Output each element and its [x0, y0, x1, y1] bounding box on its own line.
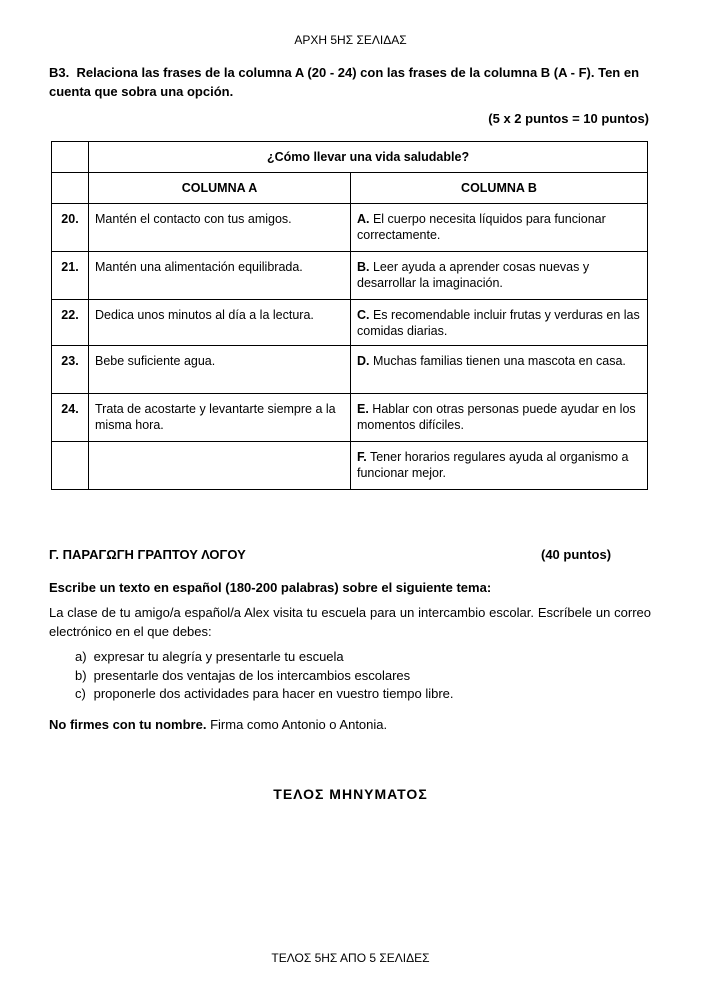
option-letter: F. [357, 450, 367, 464]
page-footer: ΤΕΛΟΣ 5ΗΣ ΑΠΟ 5 ΣΕΛΙΔΕΣ [271, 951, 430, 965]
row-number [52, 442, 89, 490]
row-number: 24. [52, 394, 89, 442]
matching-table [51, 141, 648, 490]
option-letter: c) [75, 686, 86, 701]
table-row [52, 204, 648, 252]
row-number: 21. [52, 252, 89, 300]
col-b-header: COLUMNA B [351, 173, 648, 204]
option-text: El cuerpo necesita líquidos para funcionar correctamente. [357, 212, 606, 242]
table-title-row [52, 142, 648, 173]
option-letter: B. [357, 260, 370, 274]
b3-label: B3. [49, 65, 70, 80]
option-letter: D. [357, 354, 370, 368]
b3-instruction-text: Relaciona las frases de la columna A (20 - 24) con las frases de la columna B (A - F). Ten en cuenta que sobra una opción. [49, 65, 640, 99]
col-a-cell: Mantén el contacto con tus amigos. [89, 204, 351, 252]
col-b-cell [351, 300, 648, 346]
option-text: Muchas familias tienen una mascota en casa. [369, 354, 626, 368]
option-text: Leer ayuda a aprender cosas nuevas y desarrollar la imaginación. [357, 260, 590, 290]
list-item [75, 648, 454, 667]
b3-instruction [49, 63, 651, 101]
col-b-cell [351, 346, 648, 394]
list-item [75, 667, 454, 686]
col-b-cell [351, 394, 648, 442]
writing-intro: La clase de tu amigo/a español/a Alex visita tu escuela para un intercambio escolar. Escríbele un correo electrónico en el que debes: [49, 605, 651, 639]
writing-options [75, 648, 454, 704]
writing-task: Escribe un texto en español (180-200 palabras) sobre el siguiente tema: [49, 580, 492, 595]
option-letter: a) [75, 649, 87, 664]
b3-points: (5 x 2 puntos = 10 puntos) [488, 111, 649, 126]
gamma-points: (40 puntos) [541, 547, 612, 562]
signature-text: Firma como Antonio o Antonia. [206, 717, 388, 732]
col-a-cell: Bebe suficiente agua. [89, 346, 351, 394]
col-a-header: COLUMNA A [89, 173, 351, 204]
option-text: expresar tu alegría y presentarle tu escuela [93, 649, 344, 664]
table-row [52, 252, 648, 300]
option-letter: A. [357, 212, 370, 226]
col-b-cell [351, 252, 648, 300]
col-a-cell: Mantén una alimentación equilibrada. [89, 252, 351, 300]
signature-instruction [49, 717, 387, 732]
table-row [52, 300, 648, 346]
row-number: 23. [52, 346, 89, 394]
table-row [52, 442, 648, 490]
table-header-row [52, 173, 648, 204]
option-letter: C. [357, 308, 370, 322]
list-item [75, 685, 454, 704]
option-text: Hablar con otras personas puede ayudar en los momentos difíciles. [357, 402, 636, 432]
page-header: ΑΡΧΗ 5ΗΣ ΣΕΛΙΔΑΣ [294, 33, 407, 47]
col-b-cell [351, 204, 648, 252]
row-number: 22. [52, 300, 89, 346]
gamma-section-title: Γ. ΠΑΡΑΓΩΓΗ ΓΡΑΠΤΟΥ ΛΟΓΟΥ [49, 547, 246, 562]
table-title: ¿Cómo llevar una vida saludable? [89, 142, 648, 173]
signature-bold: No firmes con tu nombre. [49, 717, 207, 732]
option-letter: b) [75, 667, 87, 683]
table-row [52, 346, 648, 394]
option-text: Tener horarios regulares ayuda al organismo a funcionar mejor. [357, 450, 629, 480]
col-a-cell: Trata de acostarte y levantarte siempre a la misma hora. [89, 394, 351, 442]
option-text: Es recomendable incluir frutas y verduras en las comidas diarias. [357, 308, 640, 338]
empty-cell [52, 142, 89, 173]
col-a-cell [89, 442, 351, 490]
end-of-message: ΤΕΛΟΣ ΜΗΝΥΜΑΤΟΣ [273, 786, 428, 802]
empty-cell [52, 173, 89, 204]
col-b-cell [351, 442, 648, 490]
table-row [52, 394, 648, 442]
option-letter: E. [357, 402, 369, 416]
option-text: proponerle dos actividades para hacer en vuestro tiempo libre. [93, 686, 454, 701]
row-number: 20. [52, 204, 89, 252]
option-text: presentarle dos ventajas de los intercambios escolares [93, 667, 411, 683]
col-a-cell: Dedica unos minutos al día a la lectura. [89, 300, 351, 346]
